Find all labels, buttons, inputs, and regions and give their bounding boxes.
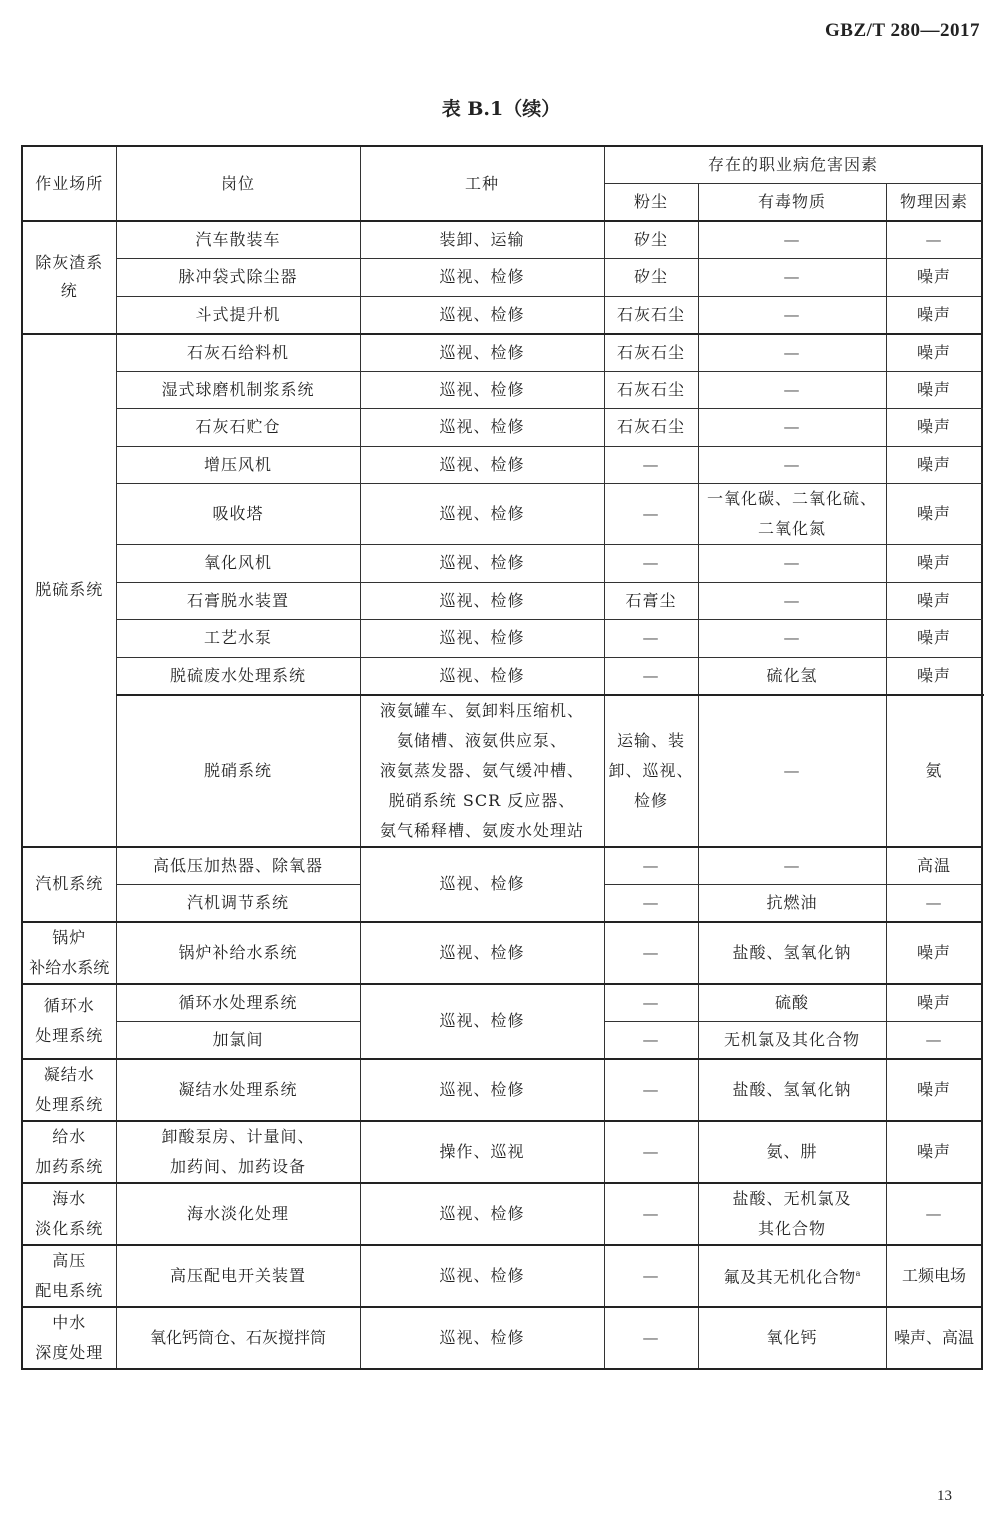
toxic-cell: —	[698, 620, 886, 658]
toxic-cell: 氨、肼	[698, 1121, 886, 1183]
dust-cell: —	[698, 695, 886, 847]
toxic-line: 一氧化碳、二氧化硫、	[706, 489, 877, 508]
dust-cell: 石灰石尘	[604, 409, 698, 447]
header-post: 岗位	[116, 146, 360, 221]
dust-cell: —	[604, 922, 698, 984]
place-cell	[22, 1183, 116, 1245]
physical-cell: 噪声	[886, 259, 982, 297]
physical-cell: 噪声	[886, 545, 982, 583]
place-cell	[22, 1307, 116, 1369]
post-line: 液氨蒸发器、氨气缓冲槽、	[379, 760, 584, 780]
work-type-cell: 巡视、检修	[360, 409, 604, 447]
toxic-cell: 盐酸、氢氧化钠	[698, 1059, 886, 1121]
work-type-cell: 巡视、检修	[360, 657, 604, 695]
table-row	[22, 446, 982, 484]
page-number: 13	[937, 1488, 952, 1504]
physical-cell: 高温	[886, 847, 982, 885]
place-line: 配电系统	[35, 1280, 104, 1300]
toxic-line: 盐酸、无机氯及	[732, 1188, 852, 1208]
dust-cell: —	[604, 484, 698, 545]
physical-cell: —	[886, 1183, 982, 1245]
physical-cell: 噪声	[886, 334, 982, 372]
place-cell	[22, 221, 116, 334]
dust-cell: —	[604, 847, 698, 885]
dust-cell: —	[604, 1245, 698, 1307]
dust-cell: 石膏尘	[604, 582, 698, 620]
place-cell: 脱硝系统	[116, 695, 360, 847]
toxic-line: 二氧化氮	[757, 519, 826, 538]
post-cell: 加氯间	[116, 1021, 360, 1059]
place-line: 凝结水	[43, 1064, 95, 1084]
work-type-cell: 巡视、检修	[360, 1307, 604, 1369]
table-row	[22, 371, 982, 409]
toxic-cell: 抗燃油	[698, 884, 886, 922]
place-line: 补给水系统	[29, 957, 110, 977]
table-row	[22, 334, 982, 372]
post-cell: 高低压加热器、除氧器	[116, 847, 360, 885]
post-cell: 锅炉补给水系统	[116, 922, 360, 984]
table-row	[22, 582, 982, 620]
dust-cell: 矽尘	[604, 221, 698, 259]
hazard-table	[21, 145, 983, 1370]
post-cell: 脱硫废水处理系统	[116, 657, 360, 695]
document-code: GBZ/T 280—2017	[825, 20, 980, 41]
physical-cell: 工频电场	[886, 1245, 982, 1307]
physical-cell: 噪声	[886, 984, 982, 1022]
header-work-type: 工种	[360, 146, 604, 221]
place-line: 处理系统	[35, 1026, 104, 1045]
post-cell: 高压配电开关装置	[116, 1245, 360, 1307]
post-cell: 增压风机	[116, 446, 360, 484]
physical-cell: 噪声	[886, 1121, 982, 1183]
post-cell: 循环水处理系统	[116, 984, 360, 1022]
work-type-cell: 巡视、检修	[360, 1059, 604, 1121]
dust-cell: —	[604, 984, 698, 1022]
physical-cell: 噪声、高温	[886, 1307, 982, 1369]
place-line: 淡化系统	[35, 1218, 104, 1238]
post-cell: 氧化风机	[116, 545, 360, 583]
work-type-cell: 巡视、检修	[360, 1245, 604, 1307]
table-row	[22, 484, 982, 545]
table-row	[22, 620, 982, 658]
post-line: 液氨罐车、氨卸料压缩机、	[379, 700, 584, 720]
post-line: 卸酸泵房、计量间、	[161, 1126, 315, 1146]
post-cell: 石灰石贮仓	[116, 409, 360, 447]
toxic-cell: 无机氯及其化合物	[698, 1021, 886, 1059]
place-cell	[22, 1059, 116, 1121]
physical-cell: 噪声	[886, 582, 982, 620]
table-row	[22, 1183, 982, 1245]
place-cell: 汽机系统	[22, 847, 116, 922]
post-cell	[116, 1121, 360, 1183]
post-line: 脱硝系统 SCR 反应器、	[388, 790, 576, 810]
dust-cell: 石灰石尘	[604, 371, 698, 409]
dust-cell: 石灰石尘	[604, 334, 698, 372]
work-type-cell: 巡视、检修	[360, 1183, 604, 1245]
table-row	[22, 1059, 982, 1121]
header-dust: 粉尘	[604, 184, 698, 222]
toxic-cell: —	[698, 221, 886, 259]
physical-cell: 噪声	[886, 922, 982, 984]
post-line: 加药间、加药设备	[169, 1156, 306, 1176]
place-cell	[22, 922, 116, 984]
toxic-cell	[698, 484, 886, 545]
toxic-cell: —	[698, 334, 886, 372]
toxic-line: 其化合物	[757, 1218, 826, 1238]
work-type-cell: 巡视、检修	[360, 484, 604, 545]
toxic-cell: —	[698, 545, 886, 583]
toxic-cell: —	[698, 446, 886, 484]
dust-cell: —	[604, 1307, 698, 1369]
table-header-row	[22, 146, 982, 184]
table-row	[22, 922, 982, 984]
toxic-cell: 硫酸	[698, 984, 886, 1022]
table-row	[22, 847, 982, 885]
dust-cell: 矽尘	[604, 259, 698, 297]
place-line: 给水	[52, 1126, 87, 1146]
place-line: 处理系统	[35, 1094, 104, 1114]
table-row	[22, 545, 982, 583]
toxic-cell: —	[698, 582, 886, 620]
toxic-cell	[698, 1183, 886, 1245]
dust-cell: —	[604, 1059, 698, 1121]
toxic-cell: 氧化钙	[698, 1307, 886, 1369]
toxic-cell	[698, 1245, 886, 1307]
place-line: 锅炉	[52, 927, 87, 947]
dust-cell: —	[604, 446, 698, 484]
table-row	[22, 296, 982, 334]
table-row	[22, 221, 982, 259]
toxic-text: 氟及其无机化合物	[723, 1267, 856, 1287]
work-type-cell: 运输、装卸、巡视、检修	[604, 695, 698, 847]
post-cell: 汽机调节系统	[116, 884, 360, 922]
place-line: 中水	[52, 1312, 87, 1332]
work-type-cell: 巡视、检修	[360, 296, 604, 334]
physical-cell: —	[886, 221, 982, 259]
place-line: 高压	[52, 1250, 87, 1270]
toxic-cell: 氨	[886, 695, 982, 847]
table-row	[22, 1307, 982, 1369]
table-row	[22, 259, 982, 297]
place-line: 海水	[52, 1188, 87, 1208]
physical-cell: 噪声	[886, 1059, 982, 1121]
toxic-cell: —	[698, 296, 886, 334]
dust-cell: —	[604, 1121, 698, 1183]
place-line: 循环水	[43, 996, 95, 1015]
work-type-cell: 巡视、检修	[360, 620, 604, 658]
toxic-cell: 盐酸、氢氧化钠	[698, 922, 886, 984]
work-type-cell: 巡视、检修	[360, 371, 604, 409]
table-row	[22, 695, 982, 847]
table-row	[22, 1245, 982, 1307]
toxic-cell: 硫化氢	[698, 657, 886, 695]
physical-cell: —	[886, 884, 982, 922]
dust-cell: —	[604, 1021, 698, 1059]
toxic-cell: —	[698, 847, 886, 885]
table-row	[22, 409, 982, 447]
table-title: 表 B.1（续）	[441, 98, 561, 120]
work-type-cell: 巡视、检修	[360, 545, 604, 583]
dust-cell: —	[604, 620, 698, 658]
post-cell: 氧化钙筒仓、石灰搅拌筒	[116, 1307, 360, 1369]
dust-cell: —	[604, 884, 698, 922]
post-cell: 凝结水处理系统	[116, 1059, 360, 1121]
work-type-cell: 巡视、检修	[360, 984, 604, 1059]
work-type-cell: 巡视、检修	[360, 446, 604, 484]
physical-cell: 噪声	[886, 296, 982, 334]
header-hazards-group: 存在的职业病危害因素	[604, 146, 982, 184]
physical-cell: 噪声	[886, 657, 982, 695]
place-line: 深度处理	[35, 1342, 104, 1362]
physical-cell: 噪声	[886, 620, 982, 658]
header-physical: 物理因素	[886, 184, 982, 222]
work-type-cell: 巡视、检修	[360, 847, 604, 922]
post-cell: 脉冲袋式除尘器	[116, 259, 360, 297]
dust-cell: 石灰石尘	[604, 296, 698, 334]
post-cell: 汽车散装车	[116, 221, 360, 259]
post-cell: 石灰石给料机	[116, 334, 360, 372]
post-line: 氨气稀释槽、氨废水处理站	[379, 820, 584, 840]
work-type-cell: 巡视、检修	[360, 922, 604, 984]
post-cell: 海水淡化处理	[116, 1183, 360, 1245]
place-label: 除灰渣系统	[35, 253, 104, 301]
physical-cell: —	[886, 1021, 982, 1059]
physical-cell: 噪声	[886, 446, 982, 484]
dust-cell: —	[604, 1183, 698, 1245]
table-row	[22, 1121, 982, 1183]
toxic-cell: —	[698, 371, 886, 409]
post-cell	[360, 695, 604, 847]
place-cell	[22, 1245, 116, 1307]
post-cell: 石膏脱水装置	[116, 582, 360, 620]
place-cell	[22, 984, 116, 1059]
header-toxic: 有毒物质	[698, 184, 886, 222]
work-type-cell: 装卸、运输	[360, 221, 604, 259]
work-type-cell: 巡视、检修	[360, 334, 604, 372]
physical-cell: 噪声	[886, 409, 982, 447]
work-type-cell: 巡视、检修	[360, 582, 604, 620]
post-cell: 湿式球磨机制浆系统	[116, 371, 360, 409]
table-row	[22, 657, 982, 695]
post-cell: 吸收塔	[116, 484, 360, 545]
footnote-marker: a	[855, 1268, 861, 1278]
toxic-cell: —	[698, 409, 886, 447]
place-cell: 脱硫系统	[22, 334, 116, 847]
dust-cell: —	[604, 657, 698, 695]
table-row	[22, 984, 982, 1022]
place-cell	[22, 1121, 116, 1183]
toxic-cell: —	[698, 259, 886, 297]
dust-cell: —	[604, 545, 698, 583]
post-cell: 斗式提升机	[116, 296, 360, 334]
post-cell: 工艺水泵	[116, 620, 360, 658]
work-type-cell: 巡视、检修	[360, 259, 604, 297]
physical-cell: 噪声	[886, 371, 982, 409]
place-line: 加药系统	[35, 1156, 104, 1176]
physical-cell: 噪声	[886, 484, 982, 545]
post-line: 氨储槽、液氨供应泵、	[396, 730, 567, 750]
work-type-cell: 操作、巡视	[360, 1121, 604, 1183]
header-place: 作业场所	[22, 146, 116, 221]
